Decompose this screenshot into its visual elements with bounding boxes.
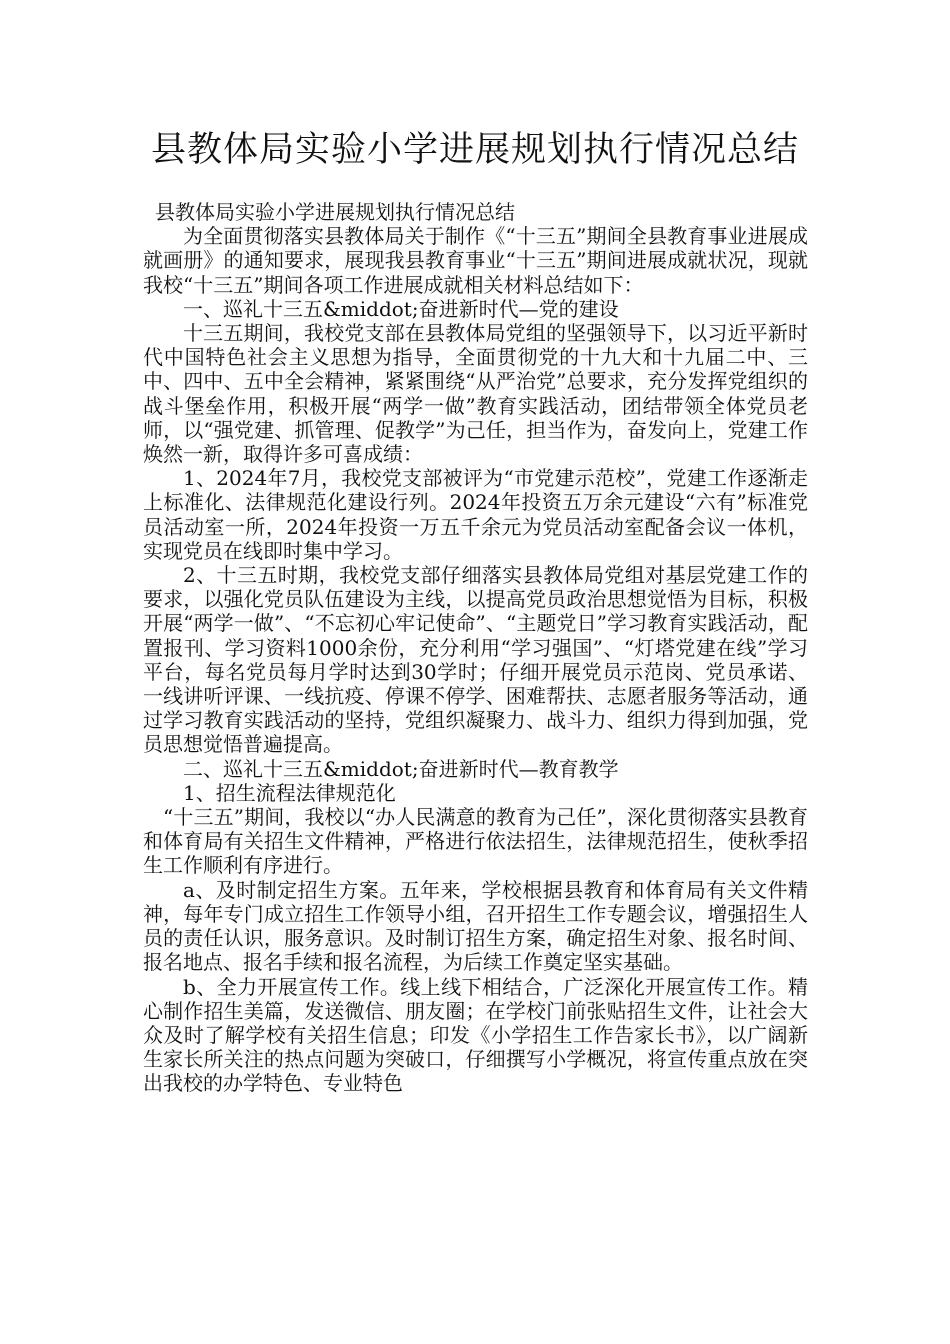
section-heading-party: 一、巡礼十三五&middot;奋进新时代—党的建设: [183, 296, 619, 321]
paragraph-enrollment-b: b、全力开展宣传工作。线上线下相结合，广泛深化开展宣传工作。精心制作招生美篇，发送微信、朋友圈；在学校门前张贴招生文件，让社会大众及时了解学校有关招生信息；印发《小学招生工作告家长书》，以广阔新生家长所关注的热点问题为突破口，仔细撰写小学概况，将宣传重点放在突出我校的办学特色、专业特色: [143, 974, 808, 1096]
paragraph-party-item-1: 1、2024年7月，我校党支部被评为“市党建示范校”，党建工作逐渐走上标准化、法律规范化建设行列。2024年投资五万余元建设“六有”标准党员活动室一所，2024年投资一万五千余元为党员活动室配备会议一体机，实现党员在线即时集中学习。: [143, 466, 808, 563]
document-title: 县教体局实验小学进展规划执行情况总结: [150, 130, 799, 170]
paragraph-enrollment-a: a、及时制定招生方案。五年来，学校根据县教育和体育局有关文件精神，每年专门成立招生工作领导小组，召开招生工作专题会议，增强招生人员的责任认识，服务意识。及时制订招生方案，确定招生对象、报名时间、报名地点、报名手续和报名流程，为后续工作奠定坚实基础。: [143, 877, 808, 975]
subsection-heading-enrollment: 1、招生流程法律规范化: [183, 780, 396, 805]
document-subtitle: 县教体局实验小学进展规划执行情况总结: [155, 200, 515, 224]
document-body: [143, 200, 808, 1096]
paragraph-party-item-2: 2、十三五时期，我校党支部仔细落实县教体局党组对基层党建工作的要求，以强化党员队伍建设为主线，以提高党员政治思想觉悟为目标，积极开展“两学一做”、“不忘初心牢记使命”、“主题党日”学习教育实践活动，配置报刊、学习资料1000余份，充分利用“学习强国”、“灯塔党建在线”学习平台，每名党员每月学时达到30学时；仔细开展党员示范岗、党员承诺、一线讲听评课、一线抗疫、停课不停学、困难帮扶、志愿者服务等活动，通过学习教育实践活动的坚持，党组织凝聚力、战斗力、组织力得到加强，党员思想觉悟普遍提高。: [143, 563, 808, 757]
paragraph-enrollment-overview: “十三五”期间，我校以“办人民满意的教育为己任”，深化贯彻落实县教育和体育局有关招生文件精神，严格进行依法招生，法律规范招生，使秋季招生工作顺利有序进行。: [143, 805, 808, 878]
paragraph-party-overview: 十三五期间，我校党支部在县教体局党组的坚强领导下，以习近平新时代中国特色社会主义思想为指导，全面贯彻党的十九大和十九届二中、三中、四中、五中全会精神，紧紧围绕“从严治党”总要求，充分发挥党组织的战斗堡垒作用，积极开展“两学一做”教育实践活动，团结带领全体党员老师，以“强党建、抓管理、促教学”为己任，担当作为，奋发向上，党建工作焕然一新，取得许多可喜成绩：: [143, 321, 808, 467]
section-heading-teaching: 二、巡礼十三五&middot;奋进新时代—教育教学: [183, 756, 619, 781]
paragraph-intro: 为全面贯彻落实县教体局关于制作《“十三五”期间全县教育事业进展成就画册》的通知要求，展现我县教育事业“十三五”期间进展成就状况，现就我校“十三五”期间各项工作进展成就相关材料总结如下：: [143, 224, 808, 297]
